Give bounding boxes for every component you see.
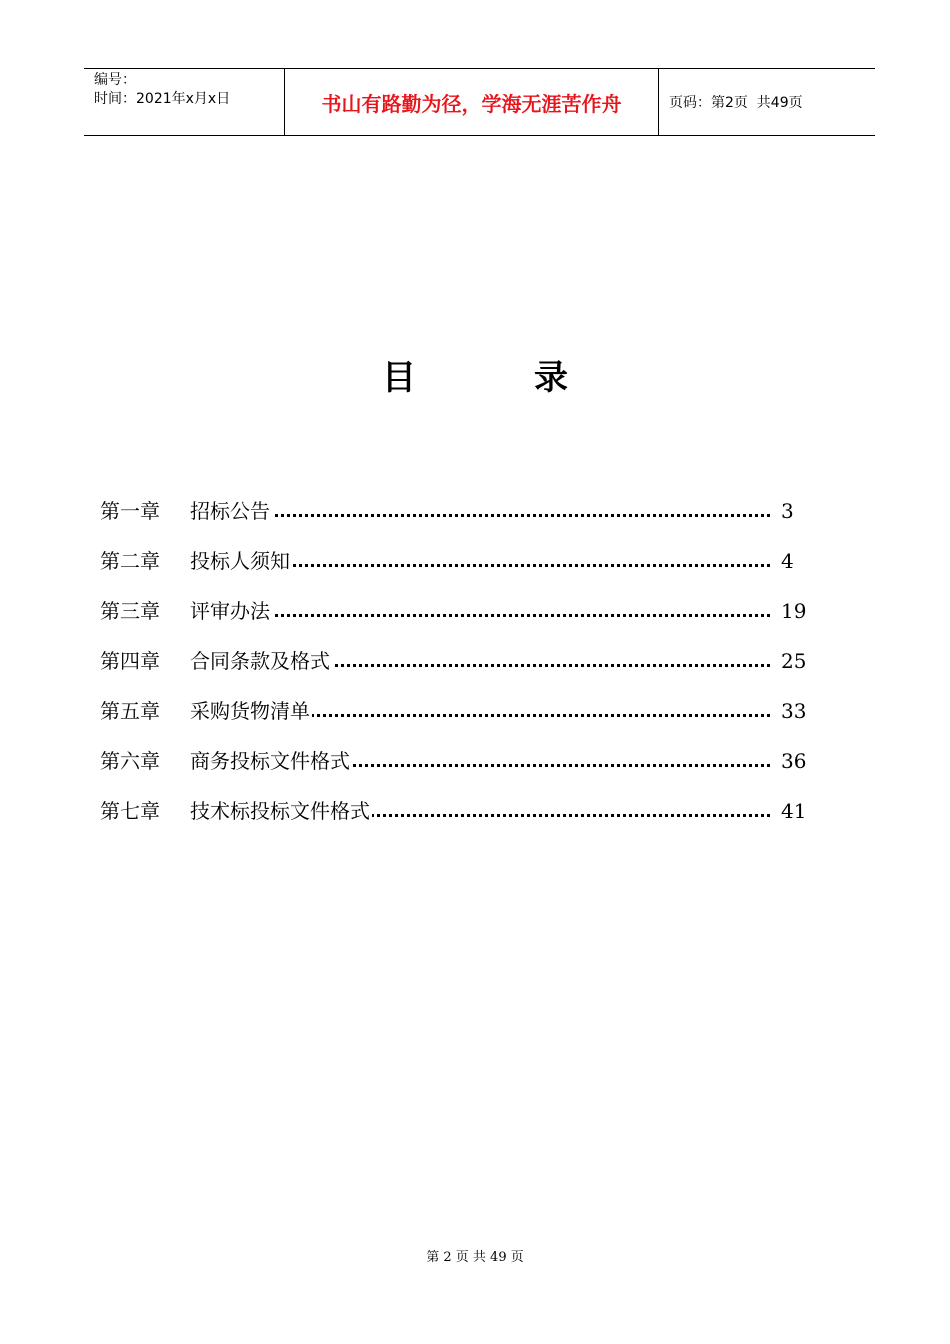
toc-page-number: 41 [781,799,807,823]
toc-page-number: 3 [781,499,794,523]
toc-item[interactable] [100,544,820,594]
header-meta [84,69,285,135]
toc-page-number: 19 [781,599,807,623]
toc-page-number: 36 [781,749,807,773]
toc-page-number: 4 [781,549,794,573]
toc-title [0,350,950,399]
toc-item[interactable] [100,594,820,644]
toc-chapter: 第三章 [100,599,160,623]
toc-chapter: 第二章 [100,549,160,573]
toc-item[interactable] [100,794,820,844]
toc-leader-dots [190,514,770,517]
footer-page-number: 第 2 页 共 49 页 [426,1250,524,1265]
toc-page-number: 25 [781,649,807,673]
toc-item[interactable] [100,694,820,744]
header-motto: 书山有路勤为径，学海无涯苦作舟 [285,69,659,135]
toc-chapter: 第七章 [100,799,160,823]
toc-item[interactable] [100,494,820,544]
page-header [84,68,875,136]
time-label: 时间：2021年x月x日 [94,91,231,107]
toc-item-title: 技术标投标文件格式 [190,794,372,828]
toc-title-char-2: 录 [534,358,568,398]
toc-chapter: 第六章 [100,749,160,773]
toc-item-title: 投标人须知 [190,544,292,578]
toc-item-title: 评审办法 [190,594,272,628]
toc-item-title: 采购货物清单 [190,694,312,728]
toc-chapter: 第一章 [100,499,160,523]
number-label: 编号： [94,72,136,88]
toc-page-number: 33 [781,699,807,723]
toc-title-char-1: 目 [382,358,416,398]
toc-chapter: 第四章 [100,649,160,673]
toc-item-title: 合同条款及格式 [190,644,332,678]
header-page-info: 页码：第2页 共49页 [669,95,803,111]
toc-item-title: 商务投标文件格式 [190,744,352,778]
toc-item-title: 招标公告 [190,494,272,528]
toc-item[interactable] [100,744,820,794]
toc-chapter: 第五章 [100,699,160,723]
toc-list [100,494,820,844]
page-footer [0,1246,950,1265]
toc-leader-dots [190,614,770,617]
toc-item[interactable] [100,644,820,694]
